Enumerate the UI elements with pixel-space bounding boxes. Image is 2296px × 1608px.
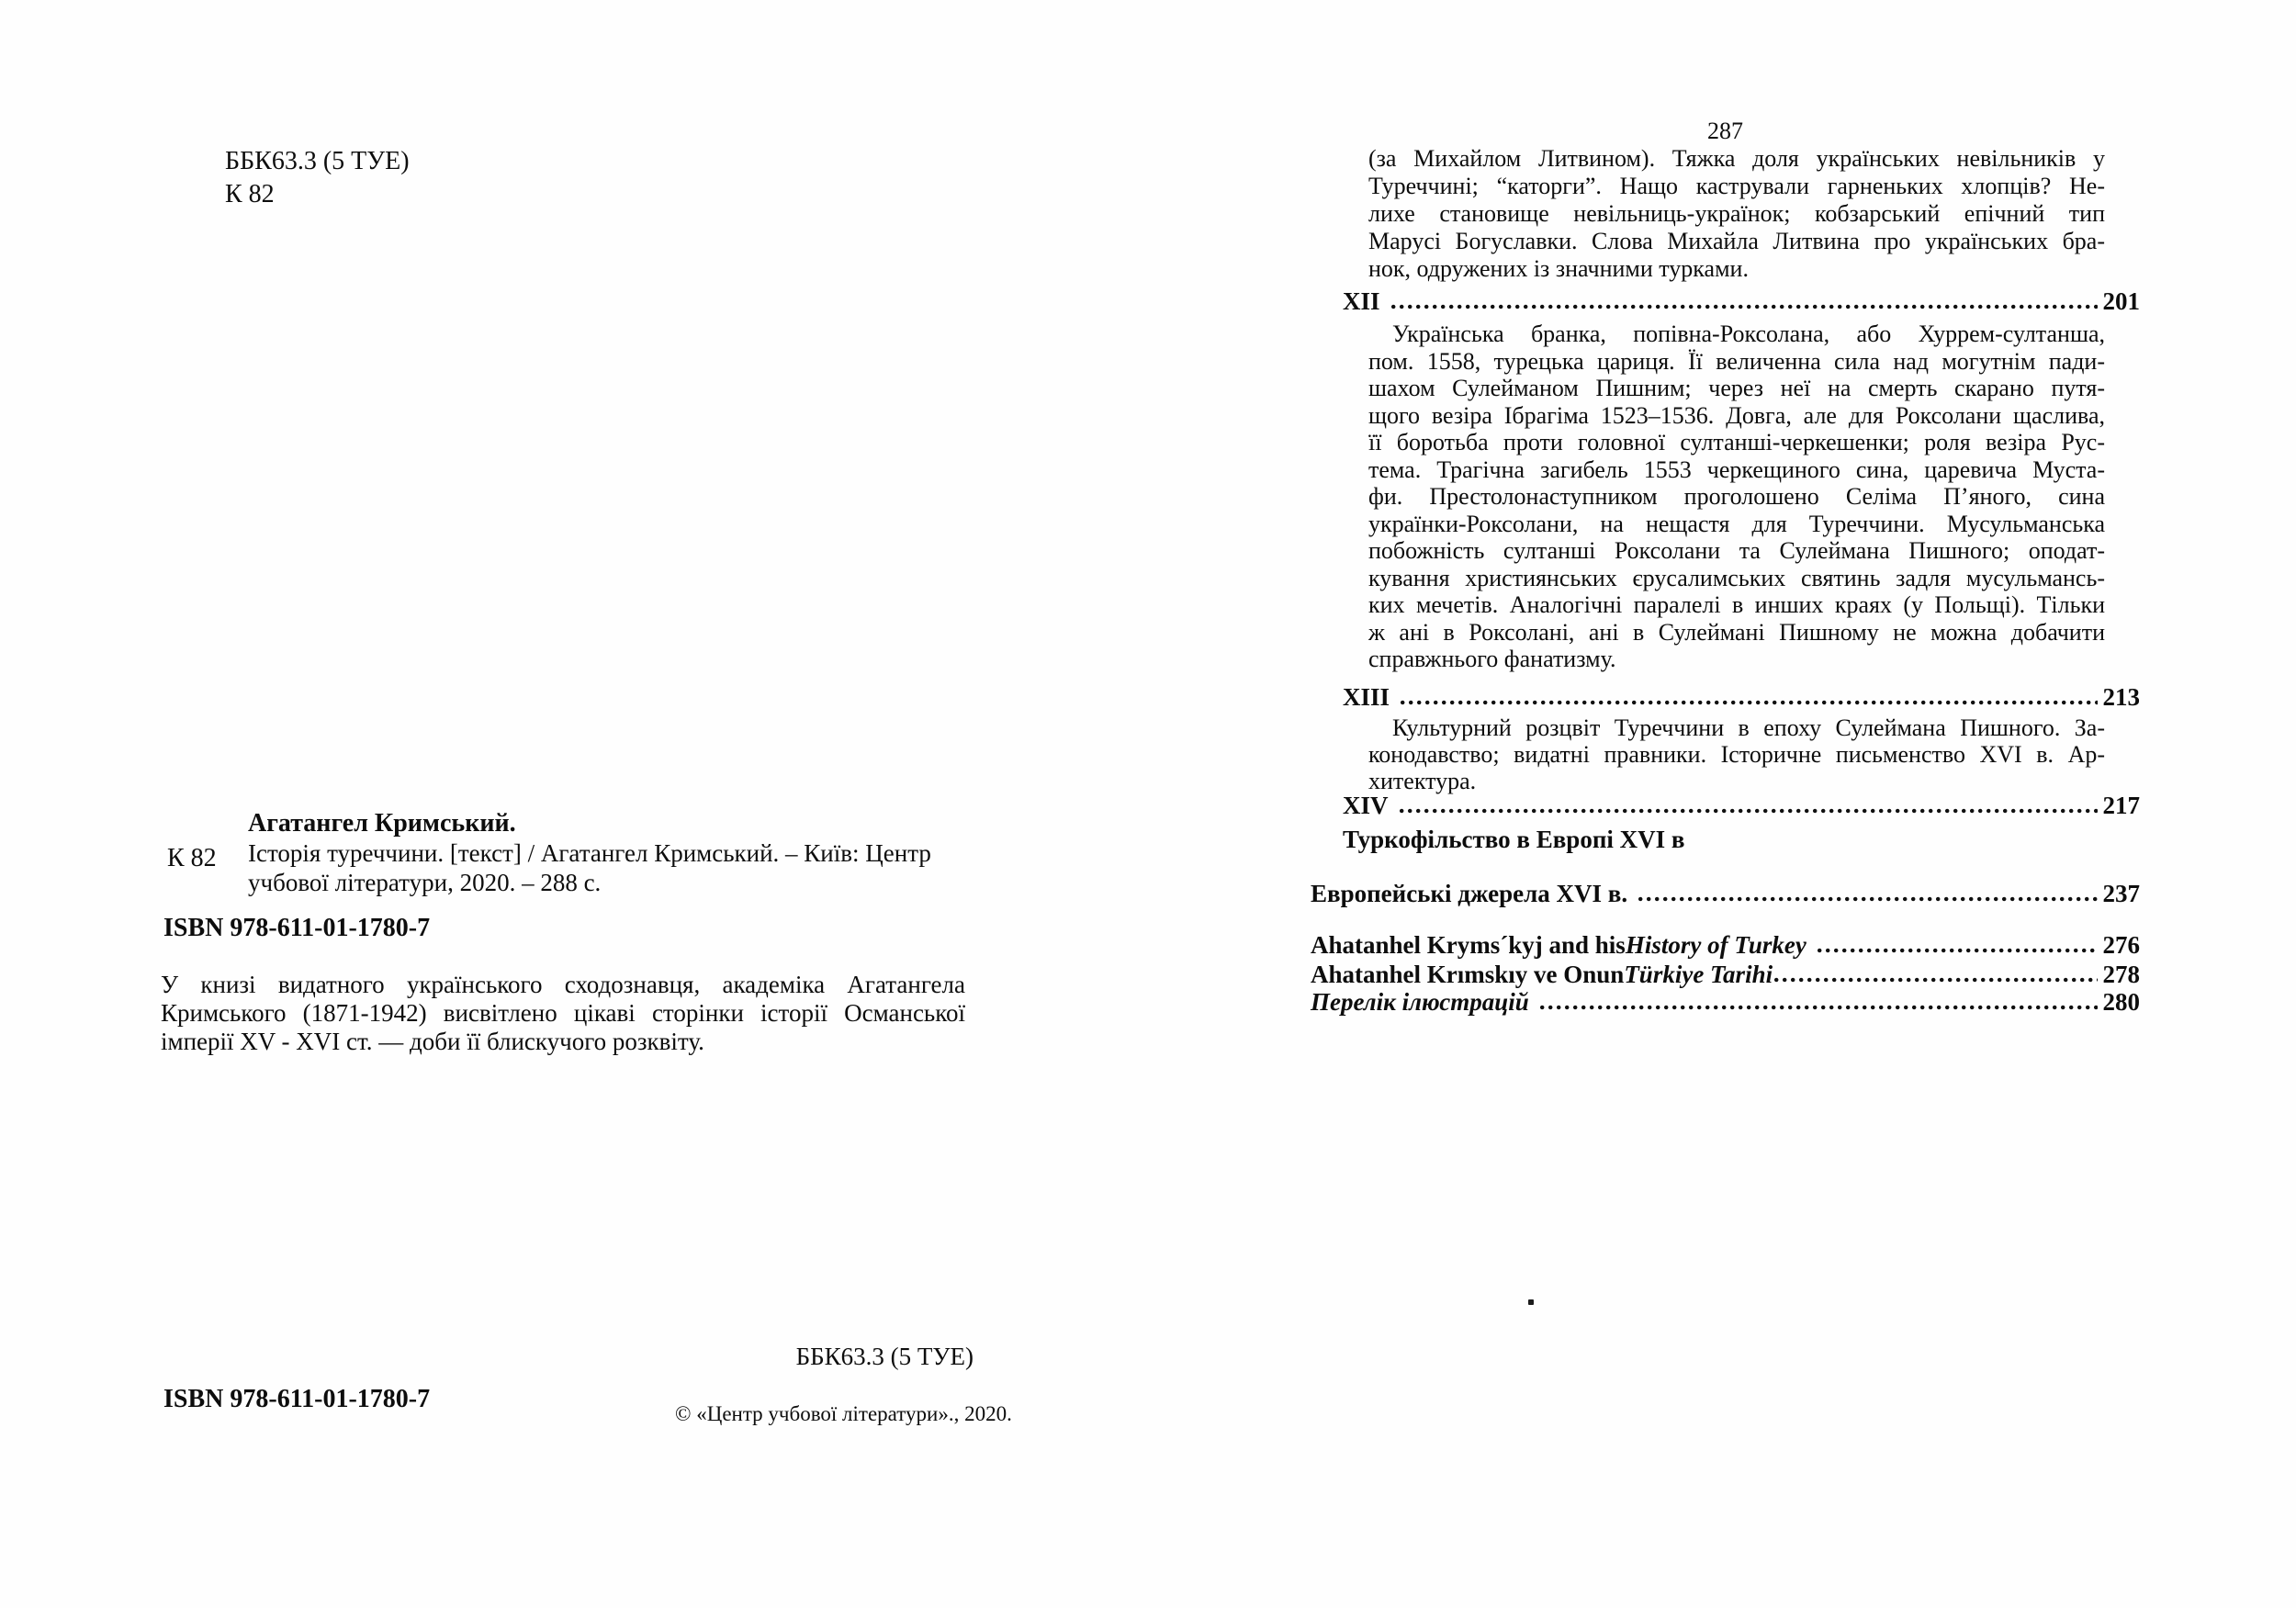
isbn-bottom: ISBN 978-611-01-1780-7 xyxy=(163,1385,431,1413)
toc-entry-label: Ahatanhel Kryms´kyj and his xyxy=(1311,931,1626,959)
dotted-leader xyxy=(1400,808,2098,814)
toc-entry-page: 213 xyxy=(2102,683,2140,711)
dotted-leader xyxy=(1401,700,2097,705)
toc-entry-page: 280 xyxy=(2102,988,2140,1016)
toc-entry-english-summary xyxy=(1311,931,2140,960)
text-line: лихе становище невільниць-українок; кобзарський епічний тип xyxy=(1368,200,2105,227)
toc-entry-xiii xyxy=(1343,683,2140,712)
toc-entry-label-italic: Türkiye Tarihi xyxy=(1624,961,1773,988)
text-line: Українська бранка, попівна-Роксолана, або Хуррем-султанша, xyxy=(1392,320,2105,347)
toc-entry-page: 278 xyxy=(2102,961,2140,988)
toc-entry-label-italic: Перелік ілюстрацій xyxy=(1311,988,1529,1016)
text-line: Кримського (1871-1942) висвітлено цікаві сторінки історії Османської xyxy=(161,999,965,1027)
dotted-leader xyxy=(1638,896,2097,902)
text-line: Туреччині; “каторги”. Нащо кастрували гарненьких хлопців? Не- xyxy=(1368,173,2105,199)
bbk-classification-bottom: ББК63.3 (5 ТУЕ) xyxy=(795,1343,974,1370)
toc-entry-label: XIV xyxy=(1343,792,1389,819)
text-line: У книзі видатного українського сходознавця, академіка Агатангела xyxy=(161,971,965,998)
bbk-classification-top xyxy=(225,145,410,211)
dotted-leader xyxy=(1391,304,2098,309)
text-line: конодавство; видатні правники. Історичне письменство XVI в. Ар- xyxy=(1368,741,2105,768)
text-line: справжнього фанатизму. xyxy=(1368,646,1616,672)
toc-entry-page: 217 xyxy=(2102,792,2140,819)
author-sign-code-mid: К 82 xyxy=(167,844,217,872)
toc-entry-page: 201 xyxy=(2102,287,2140,315)
toc-entry-xii xyxy=(1343,287,2140,316)
text-line: імперії XV - XVI ст. — доби її блискучого розквіту. xyxy=(161,1028,704,1055)
toc-entry-turkish-summary xyxy=(1311,961,2140,989)
text-line: українки-Роксолани, на нещастя для Туреччини. Мусульманська xyxy=(1368,510,2105,537)
author-sign-code: К 82 xyxy=(225,180,275,208)
dotted-leader xyxy=(1818,948,2098,953)
book-annotation xyxy=(161,971,965,1056)
bibliographic-entry xyxy=(248,838,946,897)
text-line: хитектура. xyxy=(1368,768,1477,794)
text-line: ких мечетів. Аналогічні паралелі в инших краях (у Польщі). Тільки xyxy=(1368,591,2105,618)
toc-xiii-annotation xyxy=(1368,714,2105,794)
text-line: пом. 1558, турецька цариця. Її величенна сила над могутнім пади- xyxy=(1368,347,2105,375)
bbk-code: ББК63.3 (5 ТУЕ) xyxy=(225,147,410,175)
page-number: 287 xyxy=(1707,118,1743,144)
text-line: її боротьба проти головної султанші-черкешенки; роля везіра Рус- xyxy=(1368,429,2105,455)
toc-entry-label: XII xyxy=(1343,287,1380,315)
toc-entry-label-italic: History of Turkey xyxy=(1625,931,1806,959)
toc-xi-annotation-continuation xyxy=(1368,145,2105,283)
text-line: фи. Престолонаступником проголошено Селіма П’яного, сина xyxy=(1368,483,2105,510)
ink-speck xyxy=(1528,1299,1534,1305)
text-line: нок, одружених із значними турками. xyxy=(1368,255,1749,282)
text-line: щого везіра Ібрагіма 1523–1536. Довга, але для Роксолани щаслива, xyxy=(1368,401,2105,429)
text-line: кування християнських єрусалимських святинь задля мусульмансь- xyxy=(1368,564,2105,591)
text-line: тема. Трагічна загибель 1553 черкещиного сина, царевича Муста- xyxy=(1368,455,2105,483)
toc-entry-european-sources xyxy=(1311,880,2140,908)
toc-entry-label: Европейські джерела XVI в. xyxy=(1311,880,1628,907)
text-line: ж ані в Роксолані, ані в Сулеймані Пишному не можна добачити xyxy=(1368,618,2105,646)
bibliography-author: Агатангел Кримський. xyxy=(248,809,516,838)
text-line: Культурний розцвіт Туреччини в епоху Сулеймана Пишного. За- xyxy=(1392,714,2105,741)
toc-entry-page: 237 xyxy=(2102,880,2140,907)
toc-subheading-turkophilia: Туркофільство в Европі XVI в xyxy=(1343,826,1685,853)
dotted-leader xyxy=(1774,977,2097,983)
toc-entry-label: Ahatanhel Krımskıy ve Onun xyxy=(1311,961,1625,988)
text-line: побожність султанші Роксолани та Сулеймана Пишного; оподат- xyxy=(1368,537,2105,564)
toc-entry-label: XIII xyxy=(1343,683,1390,711)
text-line: Історія туреччини. [текст] / Агатангел Кримський. – Київ: Центр xyxy=(248,839,931,867)
dotted-leader xyxy=(1540,1005,2098,1010)
toc-entry-xiv xyxy=(1343,792,2140,820)
toc-xii-annotation xyxy=(1368,320,2105,673)
text-line: Марусі Богуславки. Слова Михайла Литвина про українських бра- xyxy=(1368,228,2105,254)
text-line: (за Михайлом Литвином). Тяжка доля українських невільників у xyxy=(1368,145,2105,172)
text-line: шахом Сулейманом Пишним; через неї на смерть скарано путя- xyxy=(1368,375,2105,401)
isbn-mid: ISBN 978-611-01-1780-7 xyxy=(163,914,431,942)
text-line: учбової літератури, 2020. – 288 с. xyxy=(248,869,602,896)
toc-entry-page: 276 xyxy=(2102,931,2140,959)
copyright-line: © «Центр учбової літератури»., 2020. xyxy=(675,1402,1012,1425)
toc-entry-illustrations-list xyxy=(1311,988,2140,1017)
